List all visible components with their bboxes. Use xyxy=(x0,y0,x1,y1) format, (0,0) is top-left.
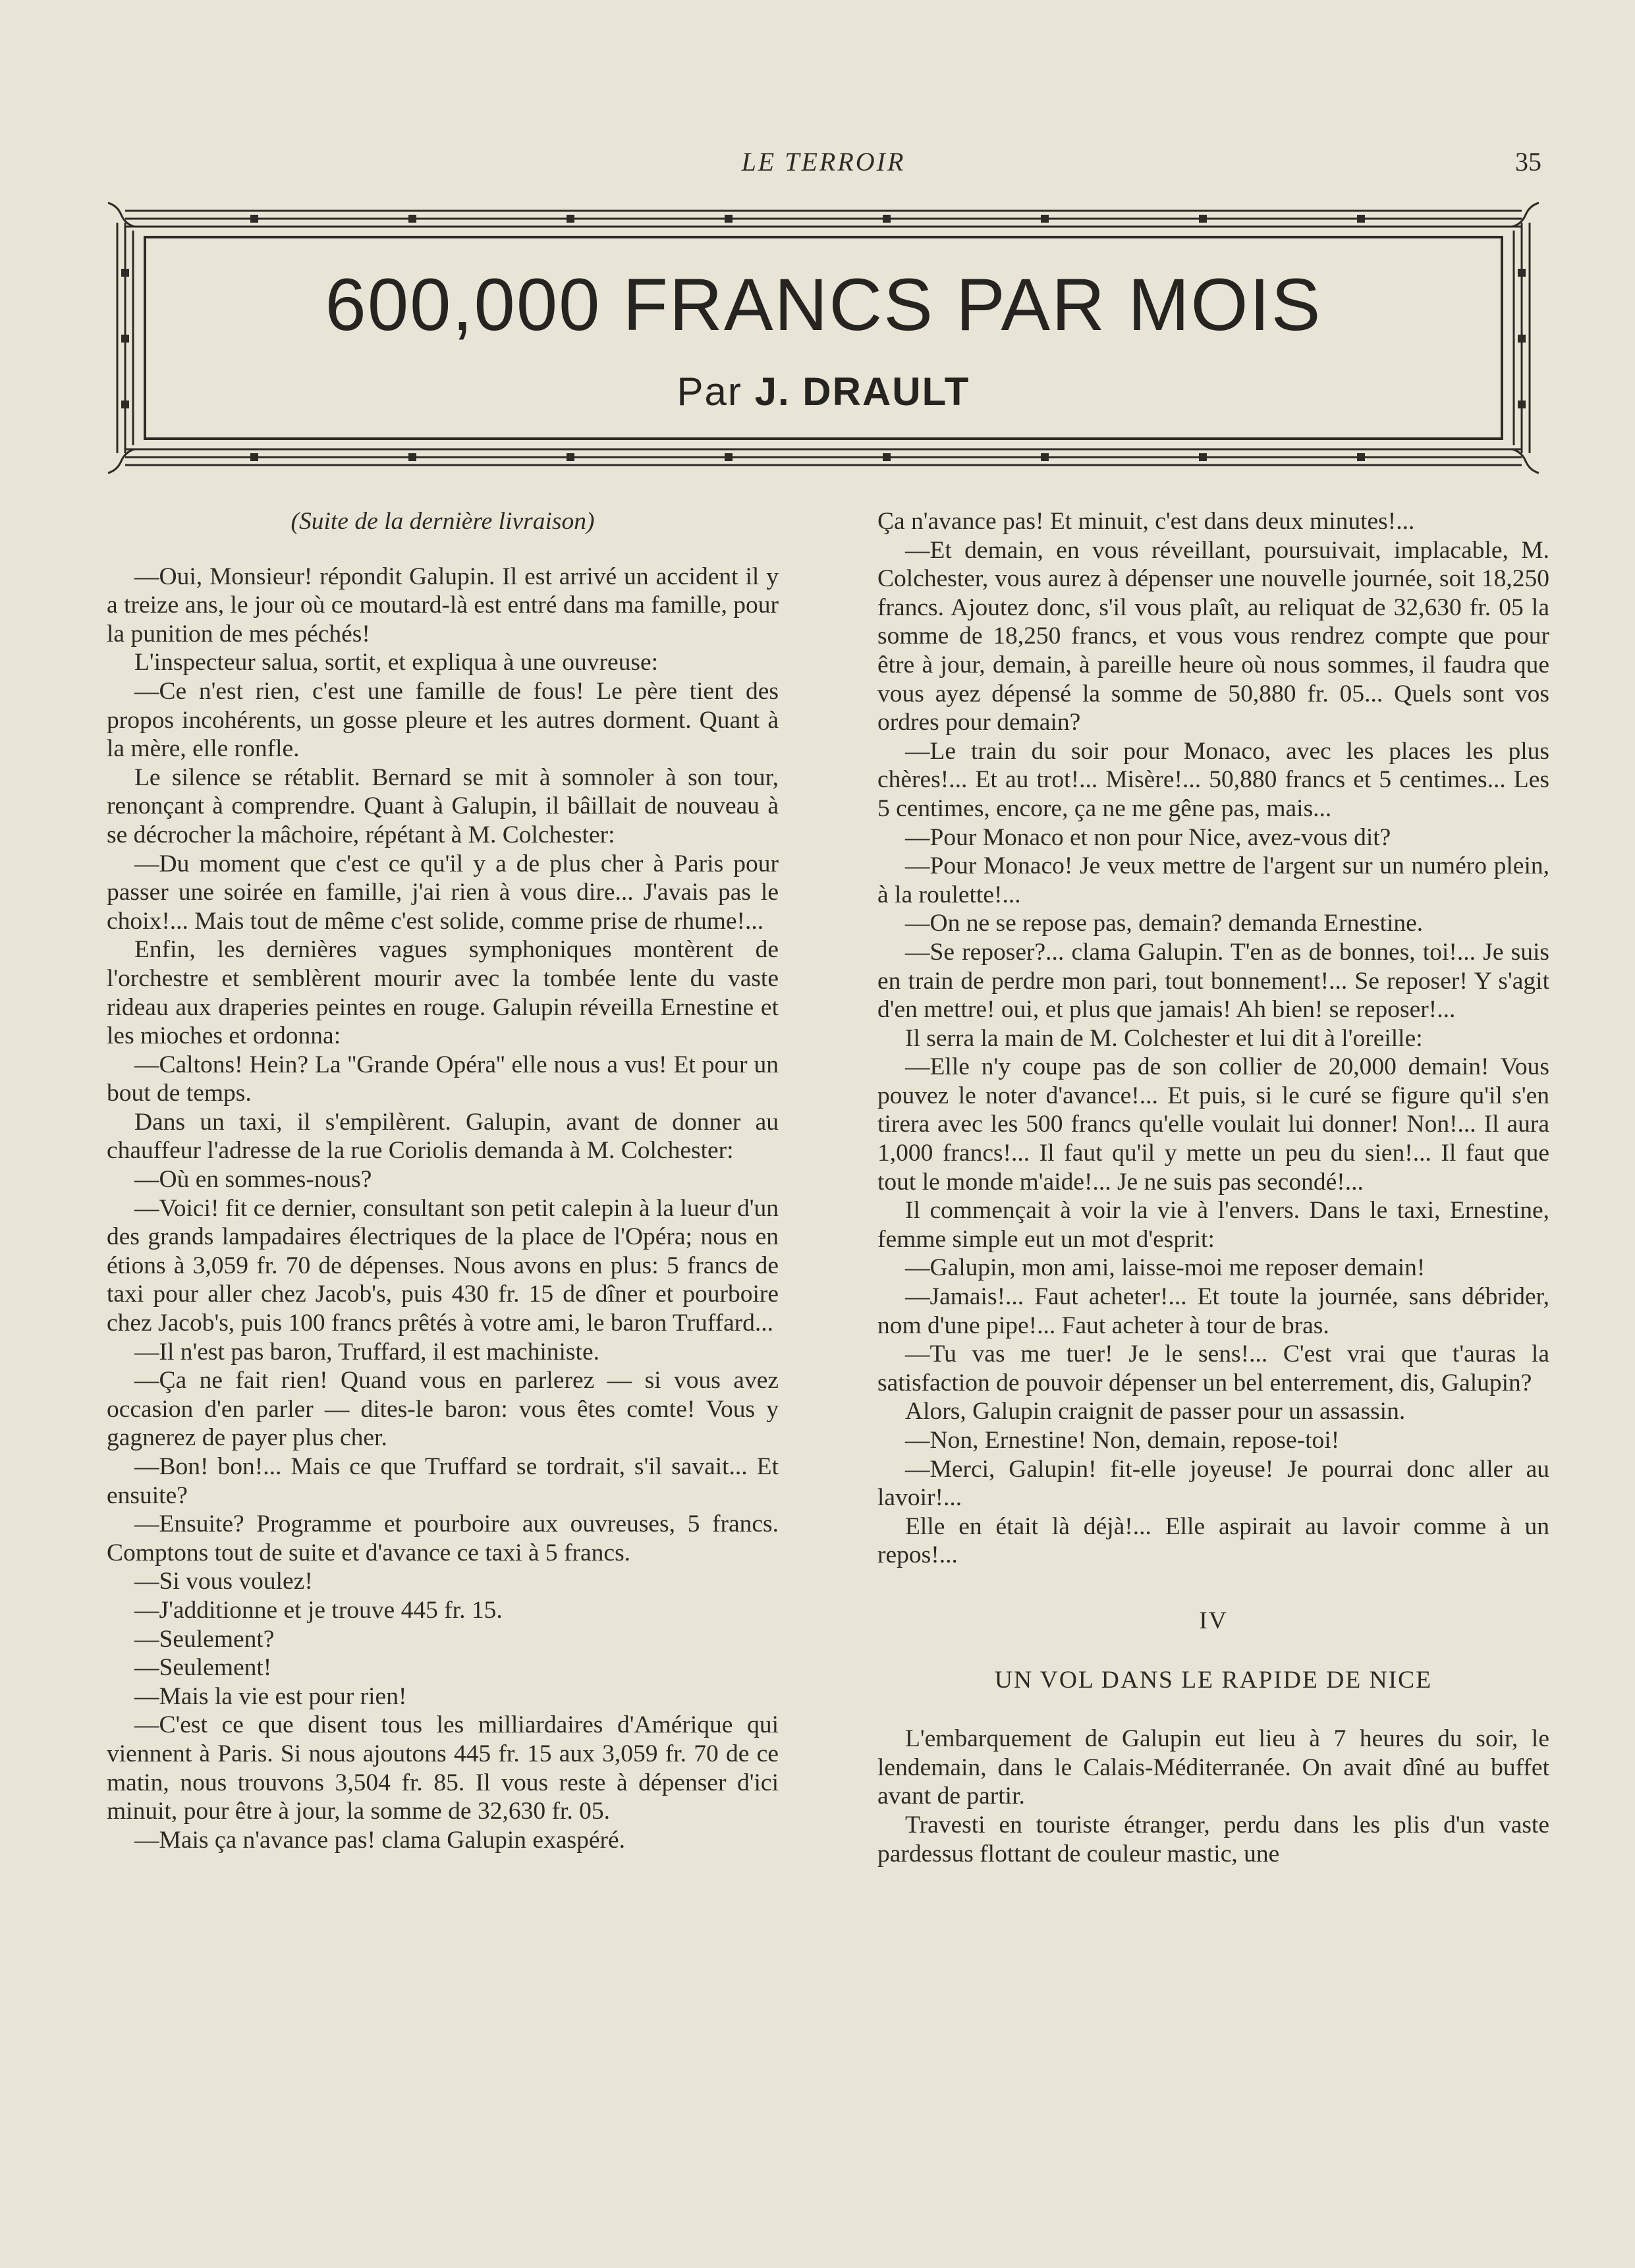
paragraph: —Tu vas me tuer! Je le sens!... C'est vrai que t'auras la satisfaction de pouvoir dépenser un bel enterrement, dis, Galupin? xyxy=(877,1341,1549,1397)
paragraph: —J'additionne et je trouve 445 fr. 15. xyxy=(134,1596,503,1624)
paragraph: L'embarquement de Galupin eut lieu à 7 heures du soir, le lendemain, dans le Calais-Méditerranée. On avait dîné au buffet avant de partir. xyxy=(877,1725,1549,1810)
paragraph: Le silence se rétablit. Bernard se mit à somnoler à son tour, renonçant à comprendre. Quant à Galupin, il bâillait de nouveau à se décrocher la mâchoire, répétant à M. Colchester: xyxy=(107,763,779,848)
paragraph: —Ensuite? Programme et pourboire aux ouvreuses, 5 francs. Comptons tout de suite et d'avance ce taxi à 5 francs. xyxy=(107,1510,779,1566)
paragraph: —Et demain, en vous réveillant, poursuivait, implacable, M. Colchester, vous aurez à dépenser une nouvelle journée, soit 18,250 francs. Ajoutez donc, s'il vous plaît, au reliquat de 32,630 fr. 05 la somme de 18,250 francs, et vous vous rendrez compte que pour être à jour, demain, à pareille heure où nous sommes, il faudra que vous ayez dépensé la somme de 50,880 fr. 05... Quels sont vos ordres pour demain? xyxy=(877,536,1549,736)
paragraph: Enfin, les dernières vagues symphoniques montèrent de l'orchestre et semblèrent mourir avec la tombée lente du vaste rideau aux draperies peintes en rouge. Galupin réveilla Ernestine et les mioches et ordonna: xyxy=(107,936,779,1050)
paragraph: —Bon! bon!... Mais ce que Truffard se tordrait, s'il savait... Et ensuite? xyxy=(107,1453,779,1509)
paragraph: —Si vous voulez! xyxy=(134,1568,313,1595)
paragraph: —Caltons! Hein? La ''Grande Opéra'' elle nous a vus! Et pour un bout de temps. xyxy=(107,1051,779,1107)
paragraph: —Mais ça n'avance pas! clama Galupin exaspéré. xyxy=(134,1826,625,1854)
paragraph: —On ne se repose pas, demain? demanda Ernestine. xyxy=(905,910,1424,937)
paragraph: —Voici! fit ce dernier, consultant son petit calepin à la lueur d'un des grands lampadaires électriques de la place de l'Opéra; nous en étions à 3,059 fr. 70 de dépenses. Nous avons en plus: 5 francs de taxi pour aller chez Jacob's, puis 430 fr. 15 de dîner et pourboire chez Jacob's, puis 100 francs prêtés à votre ami, le baron Truffard... xyxy=(107,1194,779,1337)
paragraph: L'inspecteur salua, sortit, et expliqua à une ouvreuse: xyxy=(134,649,659,677)
paragraph: —Pour Monaco! Je veux mettre de l'argent sur un numéro plein, à la roulette!... xyxy=(877,852,1549,908)
paragraph: Alors, Galupin craignit de passer pour un assassin. xyxy=(905,1398,1406,1425)
running-head xyxy=(105,146,1541,183)
paragraph: Il commençait à voir la vie à l'envers. Dans le taxi, Ernestine, femme simple eut un mot d'esprit: xyxy=(877,1197,1549,1253)
paragraph: Ça n'avance pas! Et minuit, c'est dans deux minutes!... xyxy=(877,508,1415,535)
paragraph: Travesti en touriste étranger, perdu dans les plis d'un vaste pardessus flottant de couleur mastic, une xyxy=(877,1811,1549,1867)
page-number: 35 xyxy=(1515,147,1541,177)
paragraph: Dans un taxi, il s'empilèrent. Galupin, avant de donner au chauffeur l'adresse de la rue Coriolis demanda à M. Colchester: xyxy=(107,1108,779,1165)
paragraph: —Ça ne fait rien! Quand vous en parlerez — si vous avez occasion d'en parler — dites-le baron: vous êtes comte! Vous y gagnerez de payer plus cher. xyxy=(107,1367,779,1452)
paragraph: —Il n'est pas baron, Truffard, il est machiniste. xyxy=(134,1338,599,1366)
paragraph: —Mais la vie est pour rien! xyxy=(134,1682,407,1710)
left-column xyxy=(107,507,779,1854)
title-frame xyxy=(105,196,1541,480)
paragraph: —Ce n'est rien, c'est une famille de fous! Le père tient des propos incohérents, un gosse pleure et les autres dorment. Quant à la mère, elle ronfle. xyxy=(107,677,779,763)
byline-author: J. DRAULT xyxy=(754,370,970,414)
article-title: 600,000 FRANCS PAR MOIS xyxy=(325,263,1322,346)
paragraph: —Du moment que c'est ce qu'il y a de plus cher à Paris pour passer une soirée en famille, j'ai rien à vous dire... J'avais pas le choix!... Mais tout de même c'est solide, comme prise de rhume!... xyxy=(107,850,779,935)
paragraph: —Le train du soir pour Monaco, avec les places les plus chères!... Et au trot!... Misère!... 50,880 francs et 5 centimes... Les 5 centimes, encore, ça ne me gêne pas, mais... xyxy=(877,737,1549,822)
paragraph: —Non, Ernestine! Non, demain, repose-toi! xyxy=(905,1427,1340,1454)
paragraph: —Où en sommes-nous? xyxy=(134,1166,372,1194)
paragraph: Elle en était là déjà!... Elle aspirait au lavoir comme à un repos!... xyxy=(877,1512,1549,1569)
right-column xyxy=(877,507,1549,1868)
paragraph: —Jamais!... Faut acheter!... Et toute la journée, sans débrider, nom d'une pipe!... Faut acheter à tour de bras. xyxy=(877,1283,1549,1339)
section-title: UN VOL DANS LE RAPIDE DE NICE xyxy=(994,1666,1433,1694)
paragraph: Il serra la main de M. Colchester et lui dit à l'oreille: xyxy=(905,1024,1423,1052)
paragraph: —C'est ce que disent tous les milliardaires d'Amérique qui viennent à Paris. Si nous ajoutons 445 fr. 15 aux 3,059 fr. 70 de ce matin, nous trouvons 3,504 fr. 85. Il vous reste à dépenser d'ici minuit, pour être à jour, la somme de 32,630 fr. 05. xyxy=(107,1711,779,1825)
paragraph: —Oui, Monsieur! répondit Galupin. Il est arrivé un accident il y a treize ans, le jour où ce moutard-là est entré dans ma famille, pour la punition de mes péchés! xyxy=(107,563,779,648)
paragraph: —Elle n'y coupe pas de son collier de 20,000 demain! Vous pouvez le noter d'avance!... Et puis, si le curé se figure qu'il s'en tirera avec les 500 francs qu'elle voulait lui donner! Non!... Il aura 1,000 francs!... Il faut qu'il y mette un peu du sien!... Il faut que tout le monde m'aide!... Je ne suis pas secondé!... xyxy=(877,1053,1549,1196)
continuation-note: (Suite de la dernière livraison) xyxy=(291,508,595,535)
paragraph: —Seulement? xyxy=(134,1625,275,1653)
paragraph: —Pour Monaco et non pour Nice, avez-vous dit? xyxy=(905,823,1391,851)
byline-prefix: Par xyxy=(677,370,742,414)
paragraph: —Se reposer?... clama Galupin. T'en as de bonnes, toi!... Je suis en train de perdre mon pari, tout bonnement!... Se reposer! Y s'agit d'en mettre! oui, et plus que jamais! Ah bien! se reposer!... xyxy=(877,938,1549,1024)
paragraph: —Seulement! xyxy=(134,1654,272,1682)
paragraph: —Merci, Galupin! fit-elle joyeuse! Je pourrai donc aller au lavoir!... xyxy=(877,1455,1549,1512)
paragraph: —Galupin, mon ami, laisse-moi me reposer demain! xyxy=(905,1254,1426,1282)
section-number: IV xyxy=(1199,1607,1228,1634)
byline xyxy=(105,369,1541,414)
running-title: LE TERROIR xyxy=(741,147,906,177)
